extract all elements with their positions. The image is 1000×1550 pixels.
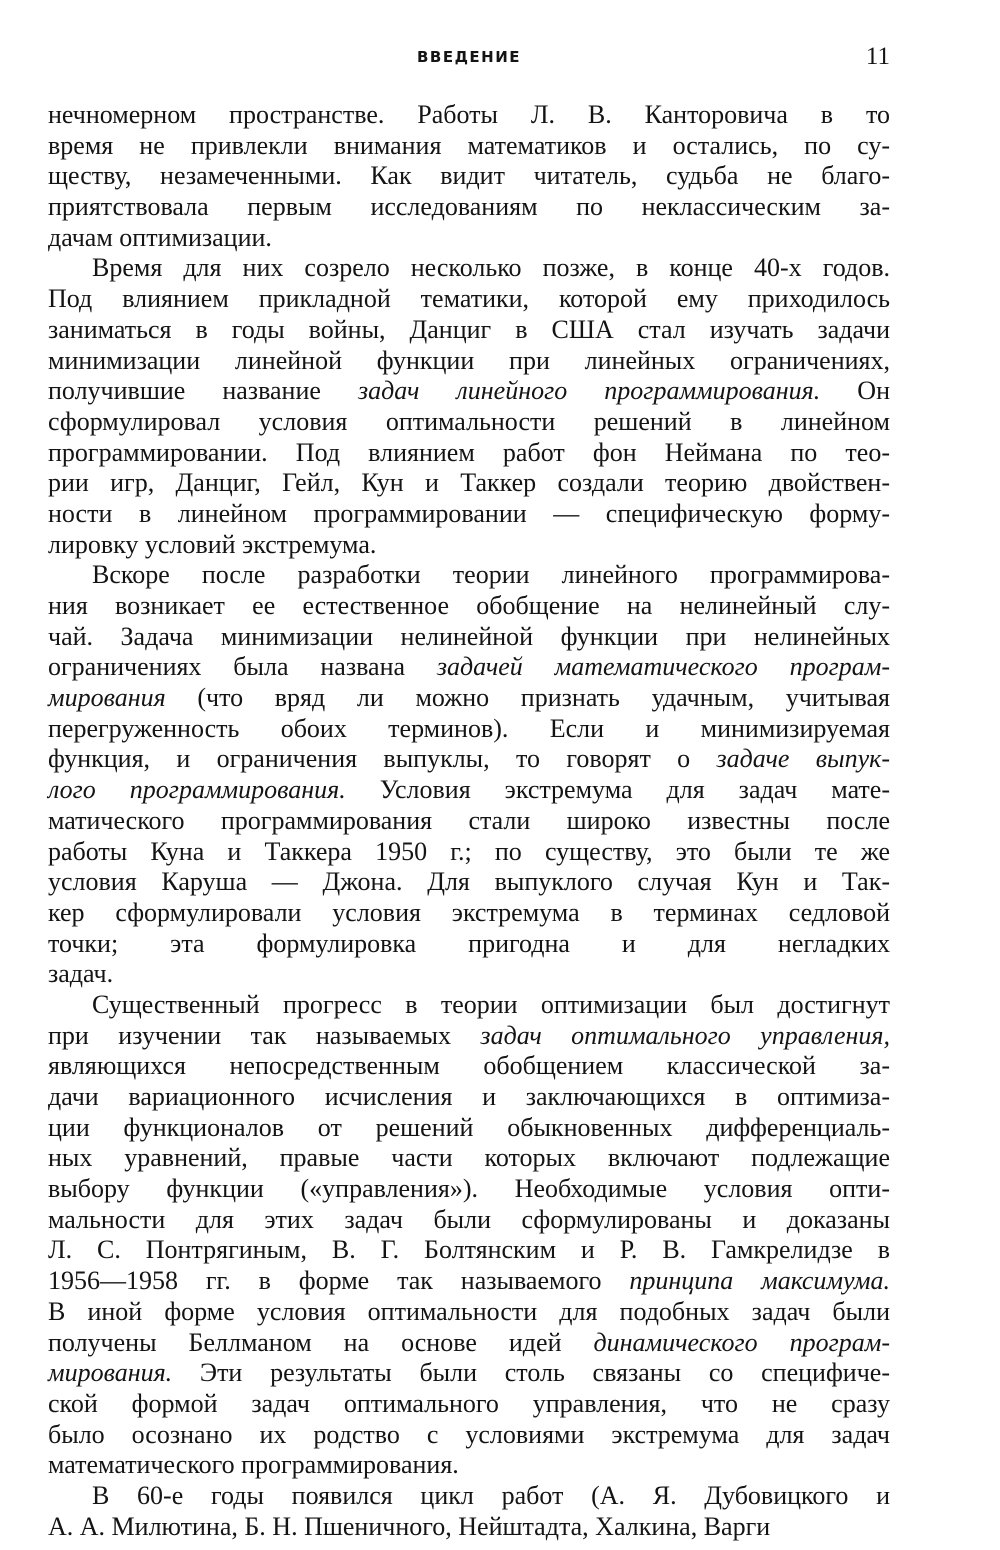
text-run: ской формой задач оптимального управления, что не сразу (48, 1388, 890, 1418)
text-line (48, 591, 890, 622)
text-run: рии игр, Данциг, Гейл, Кун и Таккер создали теорию двойствен- (48, 468, 890, 498)
text-run: получившие название (48, 376, 358, 406)
paragraph (48, 100, 890, 253)
text-line (48, 929, 890, 960)
text-line (48, 100, 890, 131)
text-line (48, 253, 890, 284)
text-line (48, 499, 890, 530)
text-line (48, 468, 890, 499)
emphasized-term: задач оптимального управления, (480, 1020, 890, 1050)
text-line (48, 990, 890, 1021)
text-line (48, 1512, 890, 1543)
paragraph (48, 560, 890, 990)
text-run: 1956—1958 гг. в форме так называемого (48, 1266, 630, 1296)
text-line (48, 376, 890, 407)
text-line (48, 622, 890, 653)
emphasized-term: мирования (48, 683, 166, 713)
text-run: мальности для этих задач были сформулированы и доказаны (48, 1204, 890, 1234)
text-line (48, 560, 890, 591)
text-run: дачам оптимизации. (48, 222, 272, 252)
text-run: ности в линейном программировании — специфическую форму- (48, 498, 890, 528)
text-run: Л. С. Понтрягиным, В. Г. Болтянским и Р. В. Гамкрелидзе в (48, 1235, 890, 1265)
text-run: Он (820, 376, 890, 406)
text-line (48, 1297, 890, 1328)
text-run: Существенный прогресс в теории оптимизации был достигнут (92, 989, 890, 1019)
text-line (48, 223, 890, 254)
running-head (48, 40, 890, 74)
body-text (48, 100, 890, 1542)
emphasized-term: задачей математического програм- (436, 652, 890, 682)
text-run: работы Куна и Таккера 1950 г.; по существу, это были те же (48, 836, 890, 866)
text-line (48, 744, 890, 775)
emphasized-term: мирования. (48, 1358, 173, 1388)
text-run: ния возникает ее естественное обобщение на нелинейный слу- (48, 591, 890, 620)
text-run: функция, и ограничения выпуклы, то говорят о (48, 744, 717, 774)
text-line (48, 1143, 890, 1174)
text-line (48, 1389, 890, 1420)
text-run: Под влиянием прикладной тематики, которой ему приходилось (48, 284, 890, 314)
text-run: Эти результаты были столь связаны со специфиче- (172, 1358, 890, 1388)
paragraph (48, 990, 890, 1481)
text-run: условия Каруша — Джона. Для выпуклого случая Кун и Так- (48, 867, 890, 897)
text-line (48, 775, 890, 806)
text-line (48, 1358, 890, 1389)
text-run: программировании. Под влиянием работ фон Неймана по тео- (48, 437, 890, 467)
paragraph (48, 253, 890, 560)
text-run: матического программирования стали широко известны после (48, 805, 890, 835)
text-line (48, 1113, 890, 1144)
text-run: В 60-е годы появился цикл работ (А. Я. Дубовицкого и (92, 1480, 890, 1510)
text-run: заниматься в годы войны, Данциг в США стал изучать задачи (48, 314, 890, 344)
section-title: ВВЕДЕНИЕ (416, 48, 522, 66)
text-line (48, 959, 890, 990)
text-run: чай. Задача минимизации нелинейной функции при нелинейных (48, 621, 890, 651)
text-line (48, 1266, 890, 1297)
text-run: приятствовала первым исследованиям по неклассическим за- (48, 192, 890, 222)
text-run: нечномерном пространстве. Работы Л. В. Канторовича в то (48, 100, 890, 129)
text-line (48, 1481, 890, 1512)
text-run: (что вряд ли можно признать удачным, учитывая (165, 683, 890, 713)
emphasized-term: лого программирования. (48, 775, 346, 805)
text-line (48, 1082, 890, 1113)
text-line (48, 837, 890, 868)
paragraph (48, 1481, 890, 1542)
text-run: сформулировал условия оптимальности решений в линейном (48, 406, 890, 436)
text-line (48, 1420, 890, 1451)
text-line (48, 806, 890, 837)
text-run: время не привлекли внимания математиков и остались, по су- (48, 130, 890, 160)
text-line (48, 315, 890, 346)
text-line (48, 161, 890, 192)
text-line (48, 407, 890, 438)
text-line (48, 652, 890, 683)
text-run: Время для них созрело несколько позже, в конце 40-х годов. (92, 253, 890, 283)
text-line (48, 1051, 890, 1082)
text-run: В иной форме условия оптимальности для подобных задач были (48, 1296, 890, 1326)
text-line (48, 1328, 890, 1359)
text-run: ществу, незамеченными. Как видит читатель, судьба не благо- (48, 161, 890, 191)
text-line (48, 1235, 890, 1266)
text-run: перегруженность обоих терминов). Если и минимизируемая (48, 713, 890, 743)
emphasized-term: задач линейного программирования. (358, 376, 821, 406)
text-run: являющихся непосредственным обобщением классической за- (48, 1051, 890, 1081)
emphasized-term: принципа максимума. (629, 1266, 890, 1296)
text-run: задач. (48, 959, 114, 989)
text-line (48, 530, 890, 561)
text-line (48, 867, 890, 898)
text-run: математического программирования. (48, 1450, 459, 1480)
text-run: кер сформулировали условия экстремума в терминах седловой (48, 897, 890, 927)
text-run: Вскоре после разработки теории линейного программирова- (92, 560, 890, 590)
text-line (48, 438, 890, 469)
text-run: дачи вариационного исчисления и заключающихся в оптимиза- (48, 1082, 890, 1111)
text-run: Условия экстремума для задач мате- (345, 775, 890, 805)
text-line (48, 898, 890, 929)
text-run: ных уравнений, правые части которых включают подлежащие (48, 1143, 890, 1173)
text-line (48, 284, 890, 315)
text-line (48, 1174, 890, 1205)
text-line (48, 131, 890, 162)
text-line (48, 346, 890, 377)
text-line (48, 714, 890, 745)
text-run: ограничениях была названа (48, 652, 437, 682)
text-run: выбору функции («управления»). Необходимые условия опти- (48, 1174, 890, 1204)
text-run: было осознано их родство с условиями экстремума для задач (48, 1419, 890, 1449)
text-line (48, 1205, 890, 1236)
text-run: при изучении так называемых (48, 1020, 481, 1050)
text-run: получены Беллманом на основе идей (48, 1327, 594, 1357)
page-number: 11 (865, 43, 890, 70)
text-run: точки; эта формулировка пригодна и для негладких (48, 928, 890, 958)
text-line (48, 1450, 890, 1481)
text-line (48, 1021, 890, 1052)
text-run: минимизации линейной функции при линейных ограничениях, (48, 345, 890, 375)
text-run: лировку условий экстремума. (48, 529, 377, 559)
text-line (48, 192, 890, 223)
text-line (48, 683, 890, 714)
text-run: ции функционалов от решений обыкновенных дифференциаль- (48, 1112, 890, 1142)
text-run: А. А. Милютина, Б. Н. Пшеничного, Нейштадта, Халкина, Варги (48, 1511, 771, 1541)
emphasized-term: динамического програм- (593, 1327, 890, 1357)
emphasized-term: задаче выпук- (716, 744, 890, 774)
